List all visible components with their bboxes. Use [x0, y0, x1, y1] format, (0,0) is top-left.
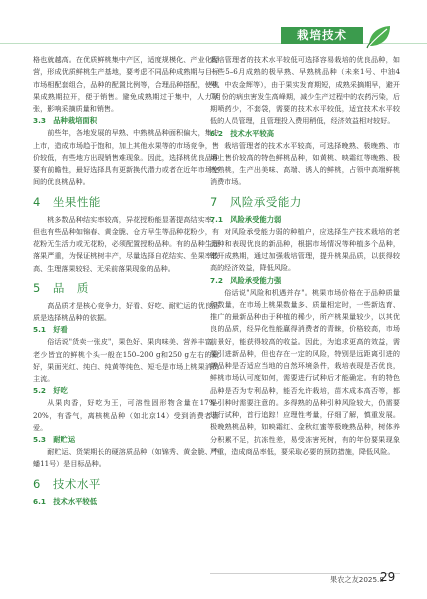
- subsection-heading: 5.1 好看: [33, 325, 68, 335]
- body-paragraph: 栽培管理者的技术水平较高，可选择晚熟、极晚熟、市场上售价较高的特色鲜桃品种，如黄桃、映霜红等晚熟、极晚熟桃，生产出美味、高端、诱人的鲜桃，占领中高端鲜桃消费市场。: [210, 140, 400, 187]
- subsection-heading: 7.2 风险承受能力强: [210, 275, 282, 285]
- body-paragraph: 俗话说"货卖一张皮"，果色好、果肉味美、营养丰富，老少皆宜的鲜桃个头一般在150–200 g和250 g左右的最好，果面光红、纯白、纯黄等纯色、短毛是市场上桃果消费主流。: [33, 337, 219, 383]
- body-paragraph: 俗话说"风险和机遇并存"。桃果市场价格在于品种质量和数量，在市场上桃果数量多、质量相定时，一些新选育、推广的最新品种由于种植的稀少，所产桃果量较少，以其优良的品质，经异化性能赢得消费者的青睐，价格较高，市场前景好，能获得较高的收益。因此，为追求更高的效益，需要引进新品种，但也存在一定的风险，特别是远距离引进的新品种是否适应当地的自然环境条件，栽培表现是否优良，鲜桃市场认可度如何，需要进行试种后才能确定。有的特色品种是否为专利品种，能否允许栽培，苗木成本高否等，都是引种时需要注意的。多得熟的品种引种风险较大，仍需要进行试种，首行追踪！应理性考量，仔细了解，慎重发展。极晚熟桃品种，如映霜红、金秋红蜜等极晚熟品种，树体养分积累不足，抗冻性差，易受冻害死树，有的年份要果现象严重，造成商品率低，要采取必要的预防措施，降低风险。: [210, 287, 400, 456]
- right-column: [210, 54, 400, 458]
- leaf-icon: [365, 24, 393, 50]
- left-column: [33, 54, 219, 508]
- page-number: 29: [380, 570, 396, 584]
- section-heading: 6 技术水平: [33, 476, 101, 491]
- subsection-heading: 5.2 好吃: [33, 386, 68, 396]
- footer-rule: [210, 573, 400, 574]
- subsection-heading: 5.3 耐贮运: [33, 435, 76, 444]
- section-heading: 4 坐果性能: [33, 194, 101, 209]
- body-paragraph: 格也就越高。在优质鲜桃集中产区，适度规模化、产业化经营，形成优质鲜桃生产基地，要考虑不同品种成熟期与目标市场相配套组合，品种的配置比例等，合理品种搭配，使桃果成熟期拉开，便于销售。避免成熟期过于集中，人力紧张，影响采摘质量和销售。: [33, 55, 219, 113]
- subsection-heading: 7.1 风险承受能力弱: [210, 214, 282, 224]
- body-paragraph: 对风险承受能力弱的种植户，应选择生产技术栽培的老品种和表现优良的新品种，根据市场情况等种植多个品种，错开成熟期，通过加强栽培管理，提升桃果品质，以获得较高的经济效益，降低风险。: [210, 226, 400, 273]
- footer-magazine: 果农之友2025.8: [330, 575, 384, 584]
- subsection-heading: 6.2 技术水平较高: [210, 128, 275, 138]
- body-paragraph: 前些年，各地发展的早熟、中熟桃品种面积偏大，集中上市，造成市场趋于饱和，加上其他水果等的市场竞争，售价较低，有些地方出现销售难现象。因此，选择桃优良品种要有前瞻性，最好选择具有更新换代潜力或者在近年市场空间的优良桃品种。: [33, 128, 219, 187]
- subsection-heading: 6.1 技术水平较低: [33, 496, 98, 506]
- body-paragraph: 高品质才是核心竞争力，好看、好吃、耐贮运的优良品质是选择桃品种的依据。: [33, 300, 219, 322]
- body-paragraph: 桃多数品种结实率较高，异花授粉能显著提高结实率，但也有些品种如锦春、黄金脆、仓方早生等品种花粉少，有花粉无生活力或无花粉，必须配置授粉品种。有的品种生理落果严重，为保证桃树丰产，尽量选择自花结实、坐果率较高、生理落果较轻、无采前落果现象的品种。: [33, 214, 219, 273]
- section-heading: 7 风险承受能力: [210, 194, 302, 209]
- body-paragraph: 栽培管理者的技术水平较低可选择容易栽培的优良品种，如一些5–6月成熟的极早熟、早熟桃品种（未来1号、中油4号、中农金辉等），由于果实发育期短，成熟采摘期早，避开7月份的病虫害发生高峰期，减少生产过程中的农药污染，后期喷药少，不套袋，需要的技术水平较低，适宜技术水平较低的人员管理，且管理投入费用稍低，经济效益相对较好。: [210, 55, 400, 126]
- body-paragraph: 耐贮运、货架期长的硬溶质品种（如锦秀、黄金脆、中蟠11号）是目标品种。: [33, 447, 219, 469]
- subsection-heading: 3.3 品种栽培面积: [33, 116, 98, 126]
- body-paragraph: 从果肉香，好吃为王，可溶性固形物含量在17%–20%，有香气，离核桃品种（如北京14）受到消费者喜爱。: [33, 398, 219, 432]
- section-heading: 5 品 质: [33, 280, 89, 295]
- section-label: 栽培技术: [281, 27, 363, 44]
